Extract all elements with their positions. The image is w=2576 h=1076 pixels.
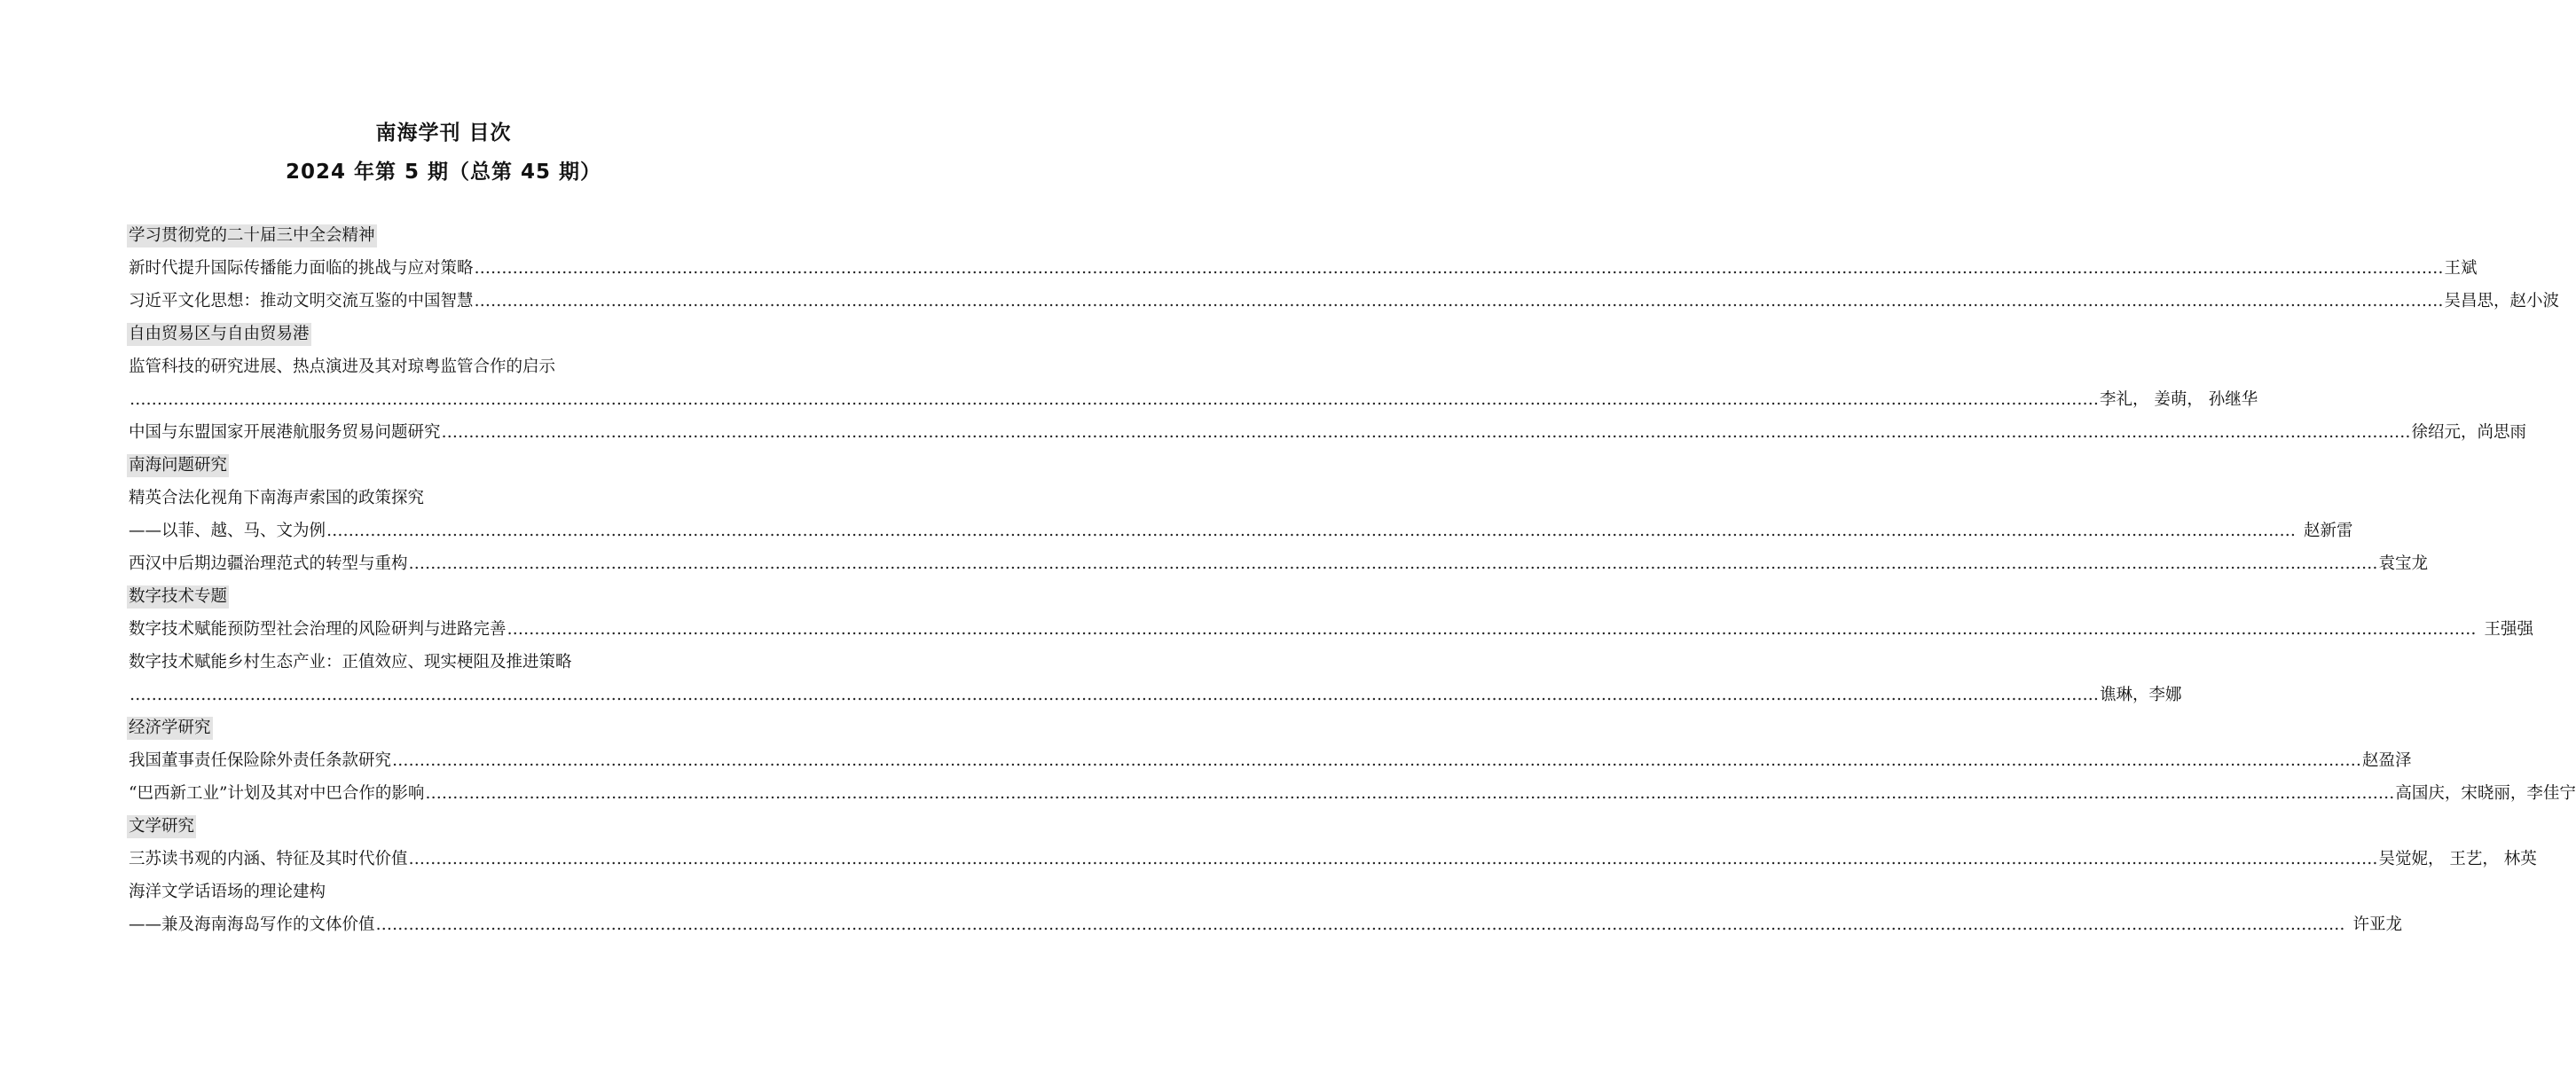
dot-leader: ……………………………………………………………………………………………………………………………………………………………………………………………………………………………………………………………………………………………………………………………… [425, 784, 2395, 803]
section-heading: 数字技术专题 [127, 585, 229, 609]
article-author: 吴昌思，赵小波 [2444, 292, 2560, 310]
toc-section-row [129, 580, 752, 613]
toc-section-row [129, 449, 752, 482]
article-title-line [129, 876, 752, 908]
section-heading: 自由贸易区与自由贸易港 [127, 323, 311, 346]
toc-entry [129, 285, 2560, 318]
dot-leader: ……………………………………………………………………………………………………………………………………………………………………………………………………………………………………………………………………………………………………………………………… [408, 850, 2378, 868]
article-author: 李礼， 姜萌， 孙继华 [2100, 390, 2258, 409]
toc-entry [129, 843, 2537, 876]
dot-leader: ……………………………………………………………………………………………………………………………………………………………………………………………………………………………………………………………………………………………………………………………… [408, 554, 2378, 573]
article-title-line [129, 482, 752, 514]
dot-leader: ……………………………………………………………………………………………………………………………………………………………………………………………………………………………………………………………………………………………………………………………… [392, 751, 2362, 770]
article-author: 王斌 [2444, 259, 2478, 278]
dot-leader: ……………………………………………………………………………………………………………………………………………………………………………………………………………………………………………………………………………………………………………………………… [507, 620, 2477, 639]
dot-leader: ……………………………………………………………………………………………………………………………………………………………………………………………………………………………………………………………………………………………………………………………… [326, 522, 2297, 540]
article-author: 谯琳，李娜 [2100, 686, 2182, 704]
toc-entry [129, 514, 2353, 547]
article-title: 新时代提升国际传播能力面临的挑战与应对策略 [129, 259, 474, 278]
article-title: “巴西新工业”计划及其对中巴合作的影响 [129, 784, 425, 803]
toc-section-row [129, 219, 752, 252]
dot-leader: ……………………………………………………………………………………………………………………………………………………………………………………………………………………………………………………………………………………………………………………………… [130, 686, 2099, 704]
toc-section-row [129, 711, 752, 744]
toc-entry [129, 777, 2576, 810]
article-title: 监管科技的研究进展、热点演进及其对琼粤监管合作的启示 [129, 357, 556, 376]
toc-entry [129, 547, 2429, 580]
article-title: 西汉中后期边疆治理范式的转型与重构 [129, 554, 408, 573]
article-author: 徐绍元，尚思雨 [2411, 423, 2527, 442]
section-heading: 文学研究 [127, 815, 196, 838]
toc-entry [129, 416, 2527, 449]
journal-title: 南海学刊 目次 [375, 122, 512, 145]
dot-leader: ……………………………………………………………………………………………………………………………………………………………………………………………………………………………………………………………………………………………………………………………… [474, 259, 2444, 278]
section-heading: 学习贯彻党的二十届三中全会精神 [127, 224, 377, 247]
article-title-line [129, 350, 752, 383]
article-title: 数字技术赋能乡村生态产业：正值效应、现实梗阻及推进策略 [129, 653, 572, 672]
toc-entry [129, 252, 2478, 285]
article-title: ——以菲、越、马、文为例 [129, 522, 326, 540]
toc-section-row [129, 318, 752, 350]
toc-section-row [129, 810, 752, 843]
article-title: 习近平文化思想：推动文明交流互鉴的中国智慧 [129, 292, 474, 310]
table-of-contents [129, 219, 2576, 941]
dot-leader: ……………………………………………………………………………………………………………………………………………………………………………………………………………………………………………………………………………………………………………………………… [474, 292, 2444, 310]
article-title-line [129, 646, 752, 679]
article-title: 精英合法化视角下南海声索国的政策探究 [129, 489, 425, 507]
toc-entry [129, 744, 2412, 777]
toc-entry [129, 908, 2403, 941]
article-title: 数字技术赋能预防型社会治理的风险研判与进路完善 [129, 620, 507, 639]
article-title: 我国董事责任保险除外责任条款研究 [129, 751, 392, 770]
article-author: 吴觉妮， 王艺， 林英 [2378, 850, 2537, 868]
section-heading: 南海问题研究 [127, 454, 229, 477]
article-title: 海洋文学话语场的理论建构 [129, 883, 326, 901]
article-author: 袁宝龙 [2378, 554, 2429, 573]
toc-entry [129, 679, 2182, 711]
issue-number: 2024 年第 5 期（总第 45 期） [285, 161, 602, 184]
article-author: 赵盈泽 [2362, 751, 2412, 770]
article-title: 三苏读书观的内涵、特征及其时代价值 [129, 850, 408, 868]
article-title: ——兼及海南海岛写作的文体价值 [129, 915, 375, 934]
article-author: 许亚龙 [2352, 915, 2403, 934]
dot-leader: ……………………………………………………………………………………………………………………………………………………………………………………………………………………………………………………………………………………………………………………………… [441, 423, 2411, 442]
toc-entry [129, 613, 2534, 646]
dot-leader: ……………………………………………………………………………………………………………………………………………………………………………………………………………………………………………………………………………………………………………………………… [130, 390, 2099, 409]
toc-entry [129, 383, 2258, 416]
dot-leader: ……………………………………………………………………………………………………………………………………………………………………………………………………………………………………………………………………………………………………………………………… [375, 915, 2345, 934]
article-title: 中国与东盟国家开展港航服务贸易问题研究 [129, 423, 441, 442]
article-author: 赵新雷 [2304, 522, 2353, 540]
section-heading: 经济学研究 [127, 717, 213, 740]
article-author: 王强强 [2484, 620, 2534, 639]
article-author: 高国庆，宋晓丽，李佳宁 [2395, 784, 2576, 803]
